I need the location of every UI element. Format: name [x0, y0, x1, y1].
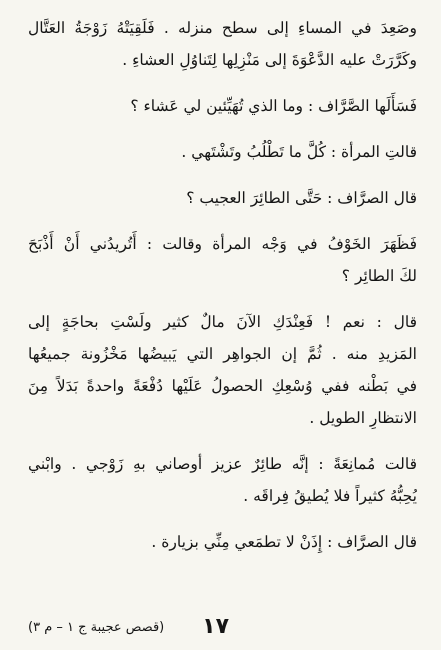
- text-line: الانتظارِ الطويل .: [309, 409, 417, 427]
- text-line: لكَ الطائِر ؟: [341, 267, 417, 285]
- text-line: في بَطْنه ففي وُسْعِكِ الحصولُ عَلَيْها دُفْعَةً واحدةً بَدَلاً مِنَ: [28, 377, 417, 395]
- text-line: المَزيدِ منه . ثُمَّ إن الجواهِر التي يَبيضُها مَخْزُونة جميعُها: [28, 345, 417, 363]
- text-line: فَسَأَلَها الصَّرَّاف : وما الذي تُهَيِّئين لي عَشاء ؟: [130, 97, 417, 115]
- text-line: قالت مُمانِعَةً : إنَّه طائِرٌ عزيز أوصاني بهِ زَوْجي . وابْني: [28, 455, 417, 473]
- paragraph-gap: [28, 512, 417, 526]
- paragraph-gap: [28, 122, 417, 136]
- body-text: [28, 12, 417, 558]
- text-line: وكَرَّرَتْ عليه الدَّعْوَةَ إلى مَنْزِلِها لِتَناوُلِ العشاءِ .: [122, 51, 417, 69]
- paragraph-gap: [28, 434, 417, 448]
- text-line: يُحِبُّهُ كثيراً فلا يُطيقُ فِراقَه .: [243, 487, 417, 505]
- text-line: وصَعِدَ في المساءِ إلى سطح منزله . فَلَقِيَتْهُ زَوْجَةُ العَتَّال: [28, 19, 417, 37]
- paragraph-gap: [28, 292, 417, 306]
- text-line: قال الصرَّاف : إِذَنْ لا تطمَعي مِنِّي بزيارة .: [151, 533, 417, 551]
- page-footer: [28, 614, 417, 644]
- signature-mark: (قصص عجيبة ج ١ – م ٣): [28, 620, 165, 635]
- text-line: قال الصرَّاف : حَتَّى الطائِرَ العجيب ؟: [186, 189, 417, 207]
- text-line: قالتِ المرأة : كُلَّ ما تَطْلُبُ وتَشْتَهي .: [181, 143, 417, 161]
- paragraph-gap: [28, 76, 417, 90]
- text-line: قال : نعم ! فَعِنْدَكِ الآنَ مالٌ كثير ولَسْتِ بحاجَةٍ إلى: [28, 313, 417, 331]
- page-number: ١٧: [202, 614, 229, 639]
- paragraph-gap: [28, 168, 417, 182]
- paragraph-gap: [28, 214, 417, 228]
- text-line: فَظَهَرَ الخَوْفُ في وَجْه المرأة وقالت : أَتُريدُني أَنْ أَذْبَحَ: [28, 235, 417, 253]
